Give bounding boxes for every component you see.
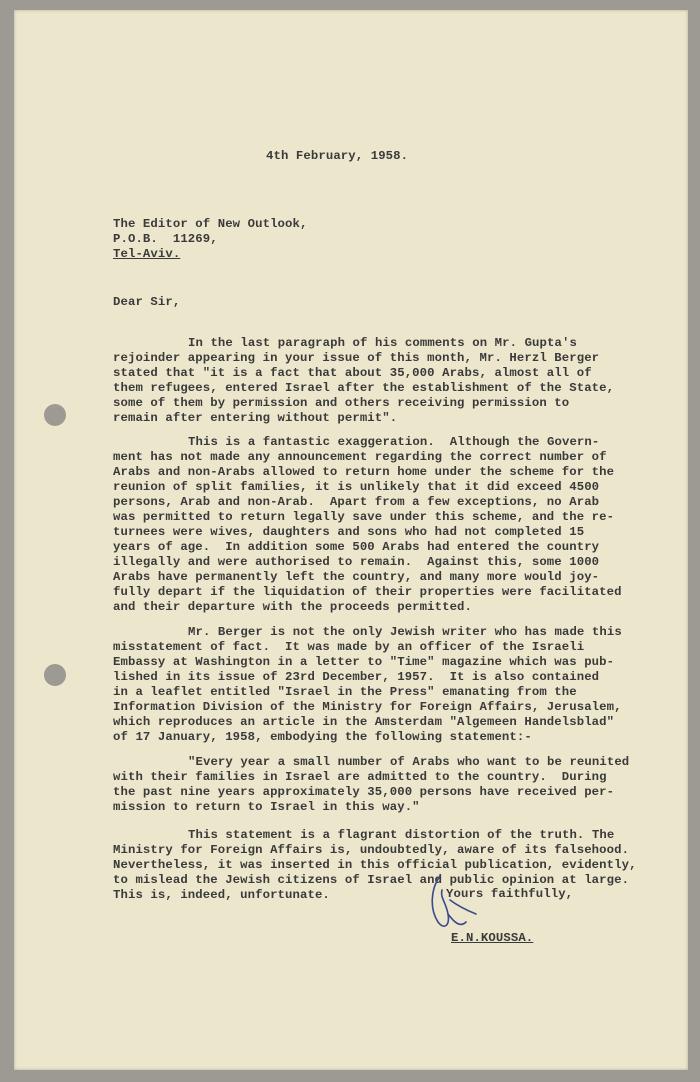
paragraph-line: years of age. In addition some 500 Arabs had entered the country (113, 540, 600, 554)
paragraph-line: Embassy at Washington in a letter to "Time" magazine which was pub- (113, 655, 615, 669)
paragraph-line: reunion of split families, it is unlikely that it did exceed 4500 (113, 480, 600, 494)
paragraph-line: which reproduces an article in the Amsterdam "Algemeen Handelsblad" (113, 715, 615, 729)
paragraph-line: persons, Arab and non-Arab. Apart from a few exceptions, no Arab (113, 495, 600, 509)
paragraph-line: This statement is a flagrant distortion of the truth. The (188, 828, 615, 842)
quote-line: mission to return to Israel in this way." (113, 800, 420, 814)
paragraph-line: Arabs have permanently left the country, and many more would joy- (113, 570, 600, 584)
paragraph-line: Nevertheless, it was inserted in this official publication, evidently, (113, 858, 637, 872)
paragraph-line: them refugees, entered Israel after the establishment of the State, (113, 381, 615, 395)
punch-hole (44, 404, 66, 426)
paragraph-line: In the last paragraph of his comments on Mr. Gupta's (188, 336, 577, 350)
recipient-line: P.O.B. 11269, (113, 232, 218, 246)
punch-hole (44, 664, 66, 686)
paragraph-line: remain after entering without permit". (113, 411, 398, 425)
paragraph-line: was permitted to return legally save under this scheme, and the re- (113, 510, 615, 524)
quote-line: "Every year a small number of Arabs who want to be reunited (188, 755, 630, 769)
paragraph-line: Mr. Berger is not the only Jewish writer who has made this (188, 625, 622, 639)
recipient-line: The Editor of New Outlook, (113, 217, 308, 231)
signature-icon (426, 870, 486, 940)
paragraph-line: rejoinder appearing in your issue of this month, Mr. Herzl Berger (113, 351, 600, 365)
paragraph-line: Arabs and non-Arabs allowed to return home under the scheme for the (113, 465, 615, 479)
paragraph-line: and their departure with the proceeds permitted. (113, 600, 473, 614)
paragraph-line: misstatement of fact. It was made by an officer of the Israeli (113, 640, 585, 654)
paragraph-line: This is, indeed, unfortunate. (113, 888, 330, 902)
quote-line: the past nine years approximately 35,000 persons have received per- (113, 785, 615, 799)
closing: Yours faithfully, (446, 887, 574, 901)
paragraph-line: turnees were wives, daughters and sons who had not completed 15 (113, 525, 585, 539)
recipient-line: Tel-Aviv. (113, 247, 181, 261)
signatory-name: E.N.KOUSSA. (451, 931, 534, 945)
quote-line: with their families in Israel are admitted to the country. During (113, 770, 607, 784)
paragraph-line: lished in its issue of 23rd December, 1957. It is also contained (113, 670, 600, 684)
paragraph-line: to mislead the Jewish citizens of Israel and public opinion at large. (113, 873, 630, 887)
paragraph-line: fully depart if the liquidation of their properties were facilitated (113, 585, 622, 599)
letter-date: 4th February, 1958. (266, 149, 409, 163)
paragraph-line: some of them by permission and others receiving permission to (113, 396, 570, 410)
paragraph-line: stated that "it is a fact that about 35,000 Arabs, almost all of (113, 366, 592, 380)
paragraph-line: illegally and were authorised to remain. Against this, some 1000 (113, 555, 600, 569)
paragraph-line: This is a fantastic exaggeration. Although the Govern- (188, 435, 600, 449)
paragraph-line: Ministry for Foreign Affairs is, undoubtedly, aware of its falsehood. (113, 843, 630, 857)
paragraph-line: Information Division of the Ministry for Foreign Affairs, Jerusalem, (113, 700, 622, 714)
paragraph-line: of 17 January, 1958, embodying the following statement:- (113, 730, 532, 744)
paragraph-line: ment has not made any announcement regarding the correct number of (113, 450, 607, 464)
paragraph-line: in a leaflet entitled "Israel in the Press" emanating from the (113, 685, 577, 699)
salutation: Dear Sir, (113, 295, 181, 309)
